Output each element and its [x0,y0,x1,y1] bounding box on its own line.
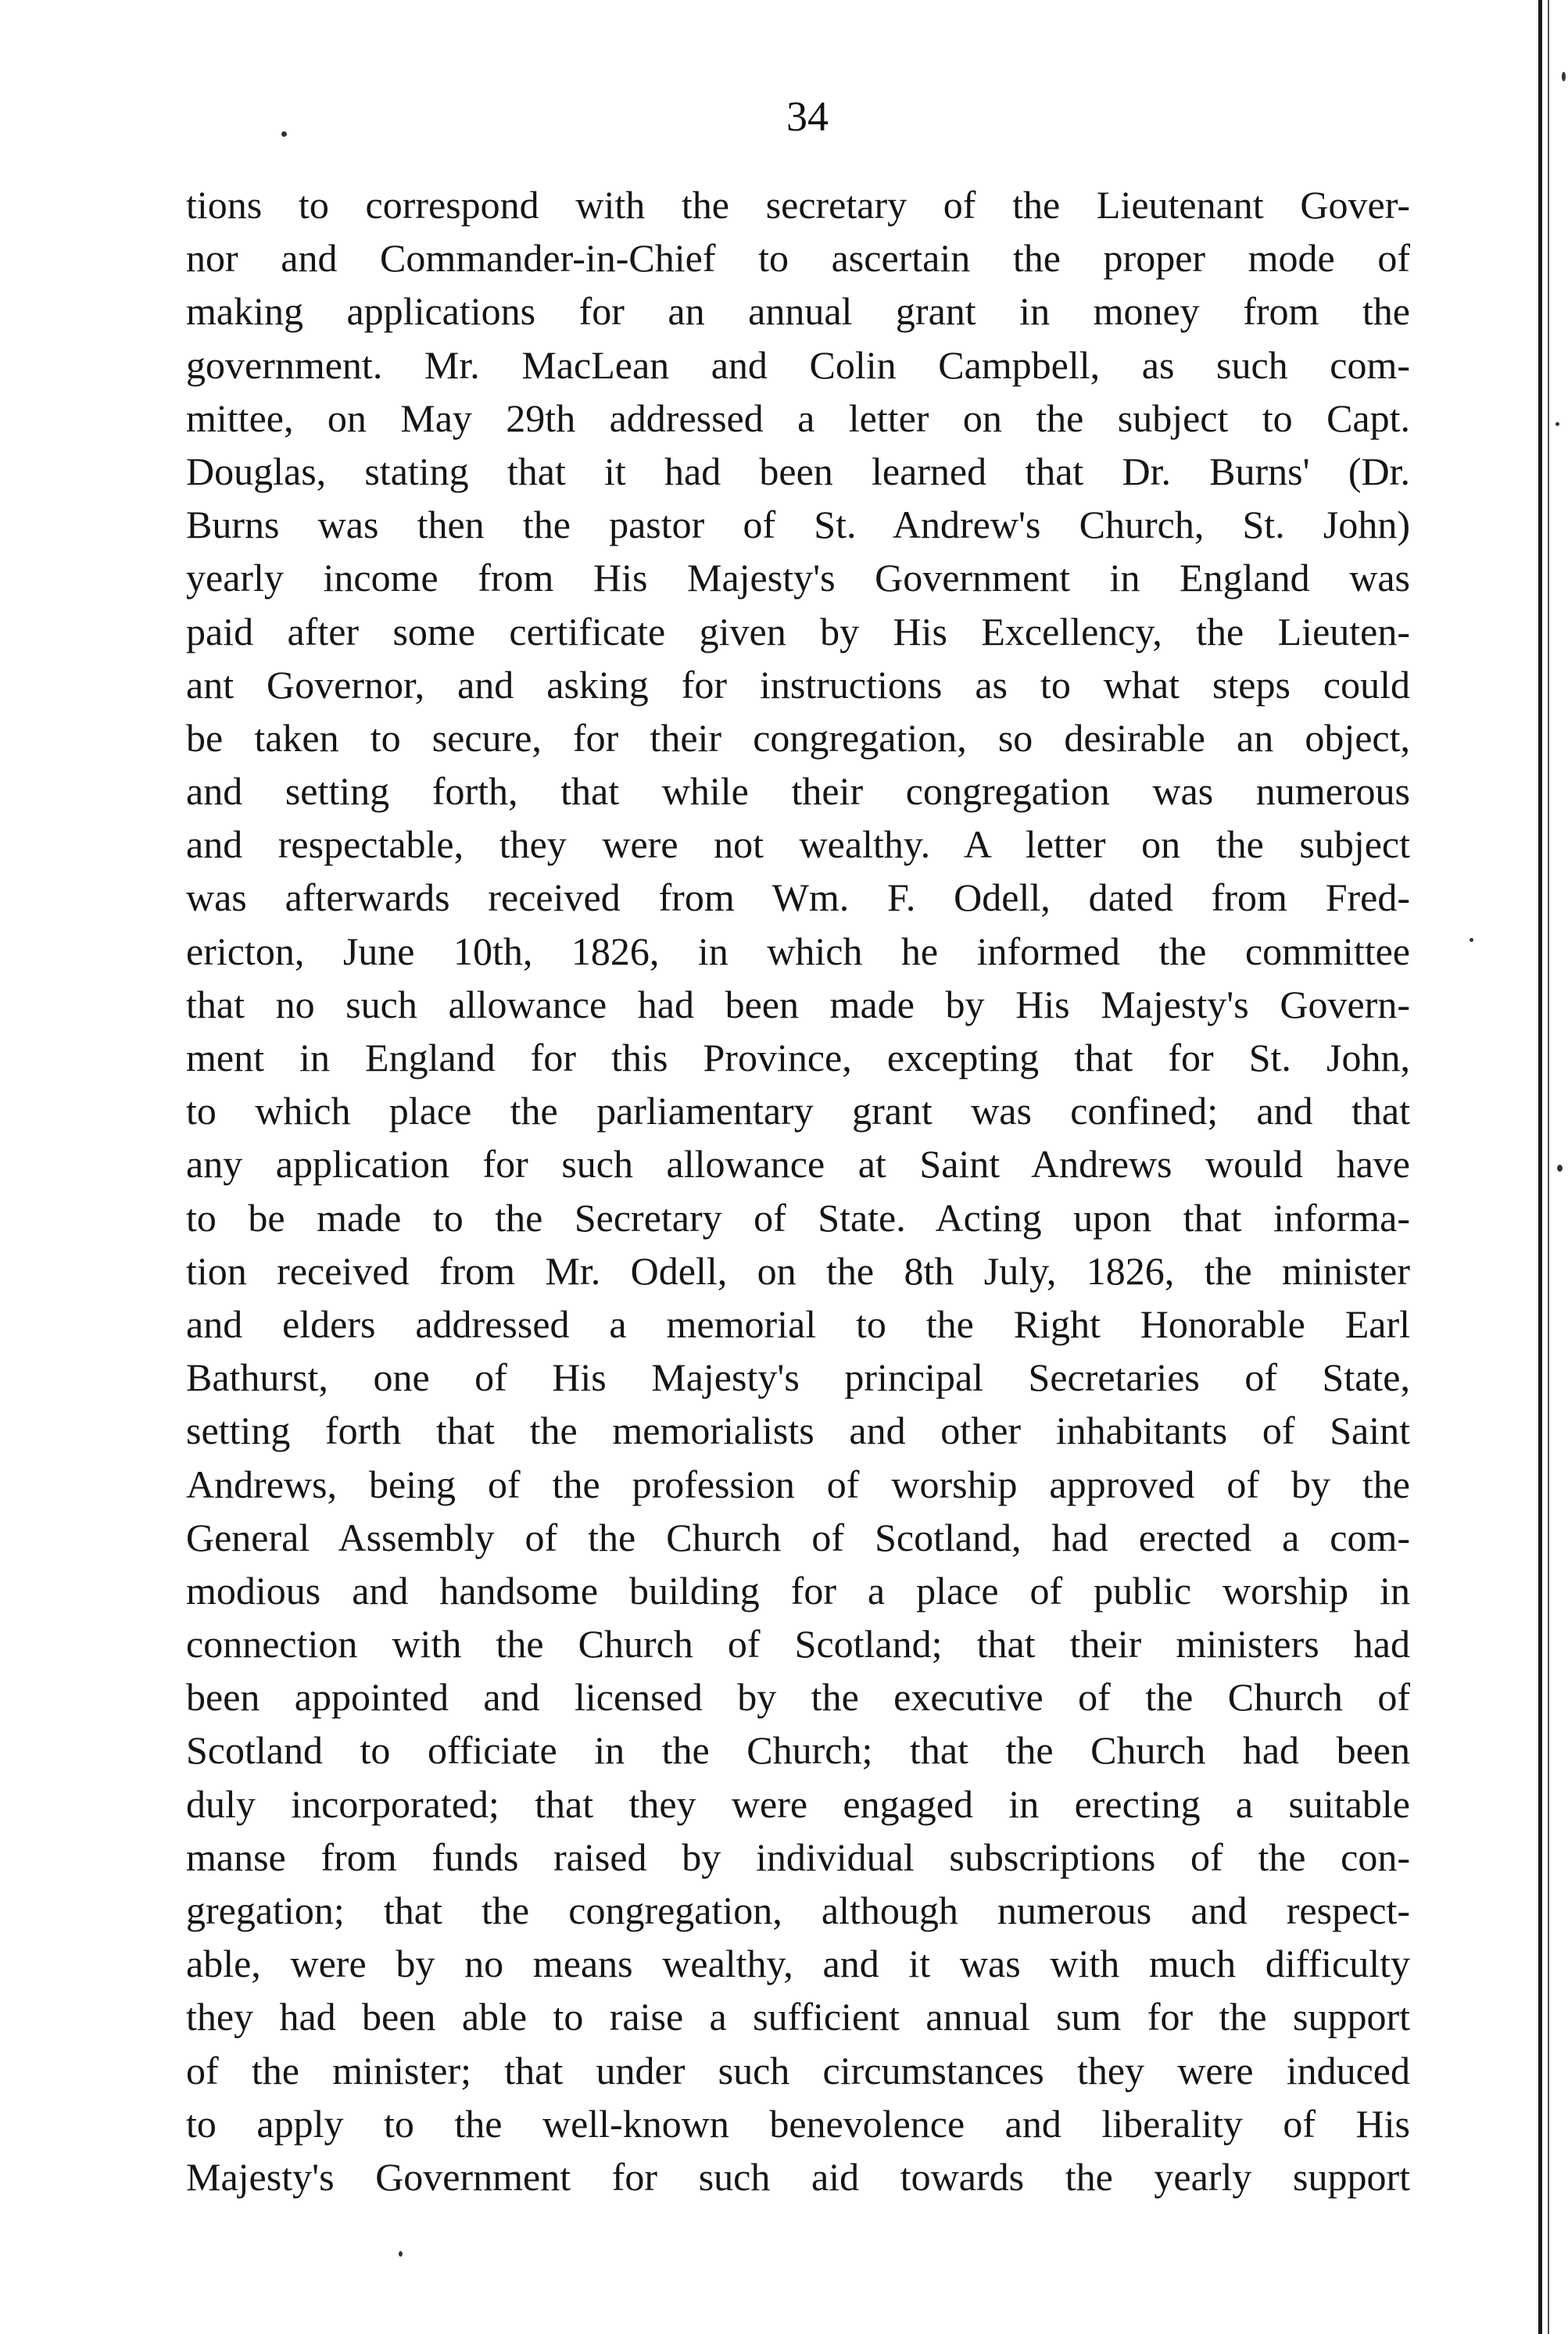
text-line: able, were by no means wealthy, and it was with much difficulty [186,1942,1410,1986]
text-line: was afterwards received from Wm. F. Odell, dated from Fred- [186,875,1410,920]
scan-speck [1555,422,1559,426]
text-line: modious and handsome building for a place of public worship in [186,1568,1410,1613]
text-line: tion received from Mr. Odell, on the 8th July, 1826, the minister [186,1248,1410,1293]
text-line: ment in England for this Province, excepting that for St. John, [186,1036,1410,1079]
text-line: Majesty's Government for such aid towards the yearly support [186,2154,1410,2199]
text-line: duly incorporated; that they were engaged in erecting a suitable [186,1781,1410,1826]
text-line: ericton, June 10th, 1826, in which he informed the committee [186,929,1410,973]
text-line: manse from funds raised by individual subscriptions of the con- [186,1835,1410,1879]
binding-edge-line [1538,0,1542,2334]
text-line: yearly income from His Majesty's Government in England was [186,556,1410,600]
text-line: ant Governor, and asking for instructions as to what steps could [186,662,1410,707]
scan-speck [281,131,287,137]
text-line: been appointed and licensed by the executive of the Church of [186,1675,1410,1720]
text-line: General Assembly of the Church of Scotland, had erected a com- [186,1515,1410,1559]
text-line: Bathurst, one of His Majesty's principal Secretaries of State, [186,1355,1410,1400]
text-line: nor and Commander-in-Chief to ascertain the proper mode of [186,236,1410,281]
text-line: and elders addressed a memorial to the Right Honorable Earl [186,1301,1410,1346]
text-line: government. Mr. MacLean and Colin Campbell, as such com- [186,342,1410,387]
text-line: any application for such allowance at Saint Andrews would have [186,1142,1410,1187]
text-line: Douglas, stating that it had been learned that Dr. Burns' (Dr. [186,449,1410,493]
text-line: paid after some certificate given by His Excellency, the Lieuten- [186,609,1410,653]
scan-speck [1470,938,1473,942]
text-line: be taken to secure, for their congregation, so desirable an object, [186,715,1410,760]
text-line: and setting forth, that while their congregation was numerous [186,769,1410,814]
text-line: Burns was then the pastor of St. Andrew's Church, St. John) [186,503,1410,547]
text-line: Scotland to officiate in the Church; that the Church had been [186,1728,1410,1773]
text-line: that no such allowance had been made by His Majesty's Govern- [186,982,1410,1026]
text-line: they had been able to raise a sufficient annual sum for the support [186,1995,1410,2039]
text-line: to which place the parliamentary grant was confined; and that [186,1089,1410,1133]
text-line: making applications for an annual grant in money from the [186,289,1410,334]
scan-speck [1562,72,1566,81]
binding-edge-shadow [1548,0,1549,2334]
scan-speck [399,2251,403,2257]
text-line: to be made to the Secretary of State. Acting upon that informa- [186,1195,1410,1240]
text-line: setting forth that the memorialists and other inhabitants of Saint [186,1409,1410,1453]
text-line: tions to correspond with the secretary of the Lieutenant Gover- [186,183,1410,227]
text-line: connection with the Church of Scotland; that their ministers had [186,1622,1410,1666]
text-line: to apply to the well-known benevolence and liberality of His [186,2101,1410,2146]
text-line: and respectable, they were not wealthy. A letter on the subject [186,822,1410,867]
text-line: gregation; that the congregation, although numerous and respect- [186,1888,1410,1932]
text-line: mittee, on May 29th addressed a letter on the subject to Capt. [186,396,1410,440]
text-line: Andrews, being of the profession of worship approved of by the [186,1462,1410,1506]
page-number: 34 [786,93,829,140]
text-line: of the minister; that under such circumstances they were induced [186,2048,1410,2092]
scan-speck [1557,1165,1563,1172]
body-text [186,178,1410,2203]
